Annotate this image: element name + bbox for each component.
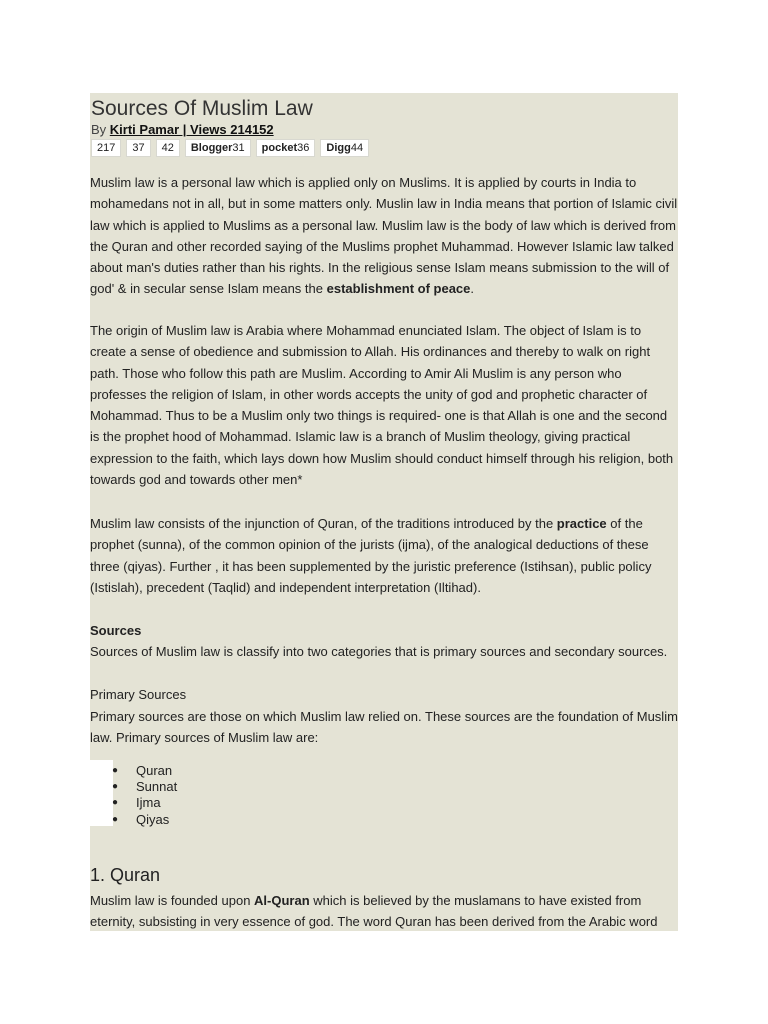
sources-heading: Sources	[90, 623, 142, 638]
list-gutter	[90, 760, 113, 826]
share-counter[interactable]: 217	[91, 139, 121, 157]
byline	[91, 122, 274, 137]
quran-paragraph: Muslim law is founded upon Al-Quran which is believed by the muslamans to have existed from eternity, subsisting in very essence of god. The word Quran has been derived from the Arabic word	[90, 893, 658, 930]
list-item: ● Qiyas	[112, 811, 170, 827]
primary-sources-heading: Primary Sources	[90, 687, 187, 702]
primary-sources-list	[112, 763, 177, 828]
list-item: ● Ijma	[112, 795, 161, 811]
paragraph-consists: Muslim law consists of the injunction of Quran, of the traditions introduced by the practice of the prophet (sunna), of the common opinion of the jurists (ijma), of the analogical deductions of these three (qiyas). Further , it has been supplemented by the juristic preference (Istihsan), public policy (Istislah), precedent (Taqlid) and independent interpretation (Iltihad).	[90, 516, 652, 595]
share-counter-blogger[interactable]: Blogger31	[185, 139, 251, 157]
bullet-icon: ●	[112, 797, 119, 809]
paragraph-intro: Muslim law is a personal law which is applied only on Muslims. It is applied by courts in India to mohamedans not in all, but in some matters only. Muslin law in India means that portion of Islamic civil law which is applied to Muslims as a personal law. Muslim law is the body of law which is derived from the Quran and other recorded saying of the Muslims prophet Muhammad. However Islamic law talked about man's duties rather than his rights. In the religious sense Islam means submission to the will of god' & in secular sense Islam means the establishment of peace.	[90, 175, 678, 297]
author-link[interactable]: Kirti Pamar | Views 214152	[109, 122, 274, 137]
share-counter[interactable]: 42	[156, 139, 180, 157]
quran-heading: 1. Quran	[90, 865, 161, 885]
bullet-icon: ●	[112, 813, 119, 825]
share-counter-pocket[interactable]: pocket36	[256, 139, 316, 157]
list-item: ● Sunnat	[112, 779, 178, 795]
page-title: Sources Of Muslim Law	[91, 97, 313, 120]
share-counter[interactable]: 37	[126, 139, 150, 157]
list-item: ● Quran	[112, 763, 173, 778]
bullet-icon: ●	[112, 781, 119, 793]
sources-paragraph: Sources of Muslim law is classify into two categories that is primary sources and secondary sources.	[90, 644, 668, 659]
primary-sources-paragraph: Primary sources are those on which Muslim law relied on. These sources are the foundation of Muslim law. Primary sources of Muslim law are:	[90, 709, 678, 746]
share-counters	[91, 139, 369, 159]
paragraph-origin: The origin of Muslim law is Arabia where Mohammad enunciated Islam. The object of Islam is to create a sense of obedience and submission to Allah. His ordinances and thereby to walk on right path. Those who follow this path are Muslim. According to Amir Ali Muslim is any person who professes the religion of Islam, in other words accepts the unity of god and prophetic character of Mohammad. Thus to be a Muslim only two things is required- one is that Allah is one and the second is the prophet hood of Mohammad. Islamic law is a branch of Muslim theology, giving practical expression to the faith, which lays down how Muslim should conduct himself through his religion, both towards god and towards other men*	[90, 323, 674, 488]
share-counter-digg[interactable]: Digg44	[320, 139, 369, 157]
bullet-icon: ●	[112, 765, 119, 776]
by-label: By	[91, 122, 107, 137]
